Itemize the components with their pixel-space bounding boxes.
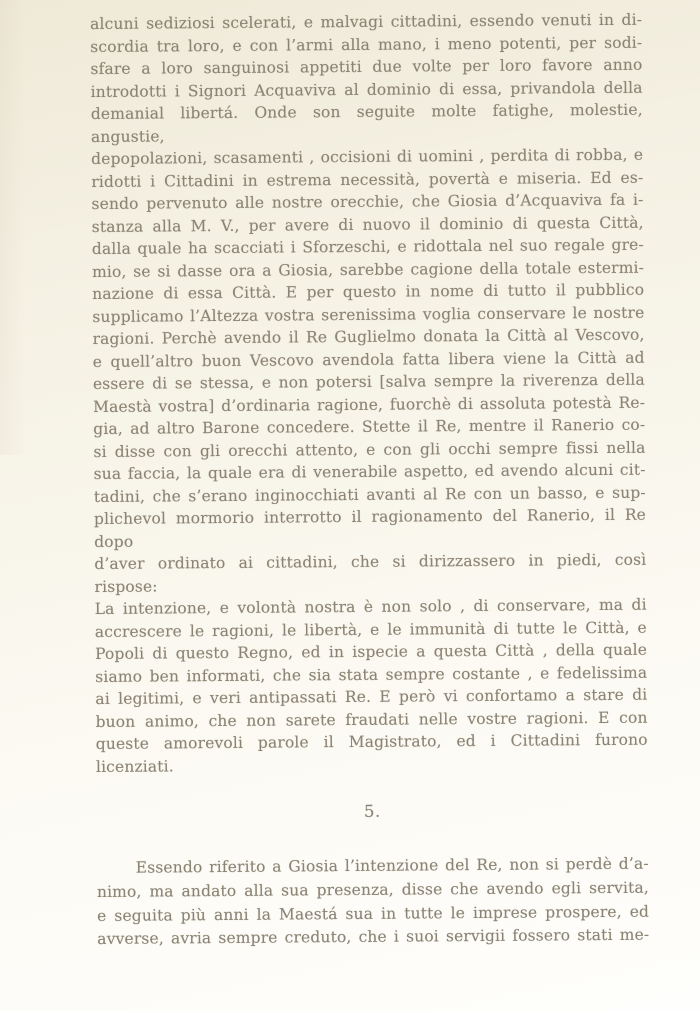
text-line: stanza alla M. V., per avere di nuovo il dominio di questa Città, [91, 213, 644, 236]
text-line: alcuni sediziosi scelerati, e malvagi cittadini, essendo venuti in di- [90, 10, 643, 33]
text-line: queste amorevoli parole il Magistrato, ed i Cittadini furono licenziati. [95, 730, 648, 776]
text-line: Maestà vostra] d’ordinaria ragione, fuorchè di assoluta potestà Re- [93, 393, 646, 416]
text-line: nazione di essa Città. E per questo in nome di tutto il pubblico [92, 280, 645, 303]
text-line: sfare a loro sanguinosi appetiti due volte per loro favore anno [90, 55, 643, 78]
text-line: sua faccia, la quale era di venerabile aspetto, ed avendo alcuni cit- [93, 460, 646, 483]
text-line: introdotti i Signori Acquaviva al dominio di essa, privandola della [90, 78, 643, 101]
text-line: mio, se si dasse ora a Giosia, sarebbe cagione della totale estermi- [91, 258, 645, 281]
page-text-block [90, 9, 649, 952]
paragraph-section-5 [97, 853, 650, 953]
text-line: sendo pervenuto alle nostre orecchie, che Giosia d’Acquaviva fa i- [91, 190, 644, 213]
text-line: Essendo riferito a Giosia l’intenzione del Re, non si perdè d’a- [135, 854, 649, 877]
paragraph-continuation [90, 9, 648, 778]
text-line: dalla quale ha scacciati i Sforzeschi, e ridottala nel suo regale gre- [91, 235, 644, 258]
text-line: nimo, ma andato alla sua presenza, disse che avendo egli servita, [96, 878, 649, 901]
text-line: gia, ad altro Barone concedere. Stette il Re, mentre il Ranerio co- [93, 415, 646, 438]
text-line: d’aver ordinato ai cittadini, che si dirizzassero in piedi, così rispose: [94, 550, 647, 596]
text-line: depopolazioni, scasamenti , occisioni di uomini , perdita di robba, e [91, 145, 644, 168]
text-line: essere di se stessa, e non potersi [salva sempre la riverenza della [92, 370, 645, 393]
text-line: siamo ben informati, che sia stata sempre costante , e fedelissima [95, 663, 648, 686]
text-line: ai legitimi, e veri antipassati Re. E però vi confortamo a stare di [95, 685, 648, 708]
text-line: ridotti i Cittadini in estrema necessità, povertà e miseria. Ed es- [91, 168, 644, 191]
text-line: scordia tra loro, e con l’armi alla mano, i meno potenti, per sodi- [90, 33, 643, 56]
text-line: ragioni. Perchè avendo il Re Guglielmo donata la Città al Vescovo, [92, 325, 645, 348]
text-line: si disse con gli orecchi attento, e con gli occhi sempre fissi nella [93, 438, 646, 461]
text-line: buon animo, che non sarete fraudati nelle vostre ragioni. E con [95, 708, 648, 731]
text-line: plichevol mormorio interrotto il ragionamento del Ranerio, il Re dopo [93, 505, 647, 551]
text-line: e seguita più anni la Maestá sua in tutte le imprese prospere, ed [97, 902, 650, 925]
text-line: Popoli di questo Regno, ed in ispecie a questa Città , della quale [94, 640, 648, 663]
text-line: e quell’altro buon Vescovo avendola fatta libera viene la Città ad [92, 348, 645, 371]
text-line: avverse, avria sempre creduto, che i suoi servigii fossero stati me- [97, 926, 650, 949]
text-line: demanial libertá. Onde son seguite molte fatighe, molestie, angustie, [90, 100, 643, 146]
text-line: tadini, che s’erano inginocchiati avanti al Re con un basso, e sup- [93, 483, 646, 506]
text-line: La intenzione, e volontà nostra è non solo , di conservare, ma di [94, 595, 647, 618]
section-number: 5. [363, 801, 381, 821]
text-line: supplicamo l’Altezza vostra serenissima voglia conservare le nostre [92, 303, 645, 326]
text-line: accrescere le ragioni, le libertà, e le immunità di tutte le Città, e [94, 618, 647, 641]
